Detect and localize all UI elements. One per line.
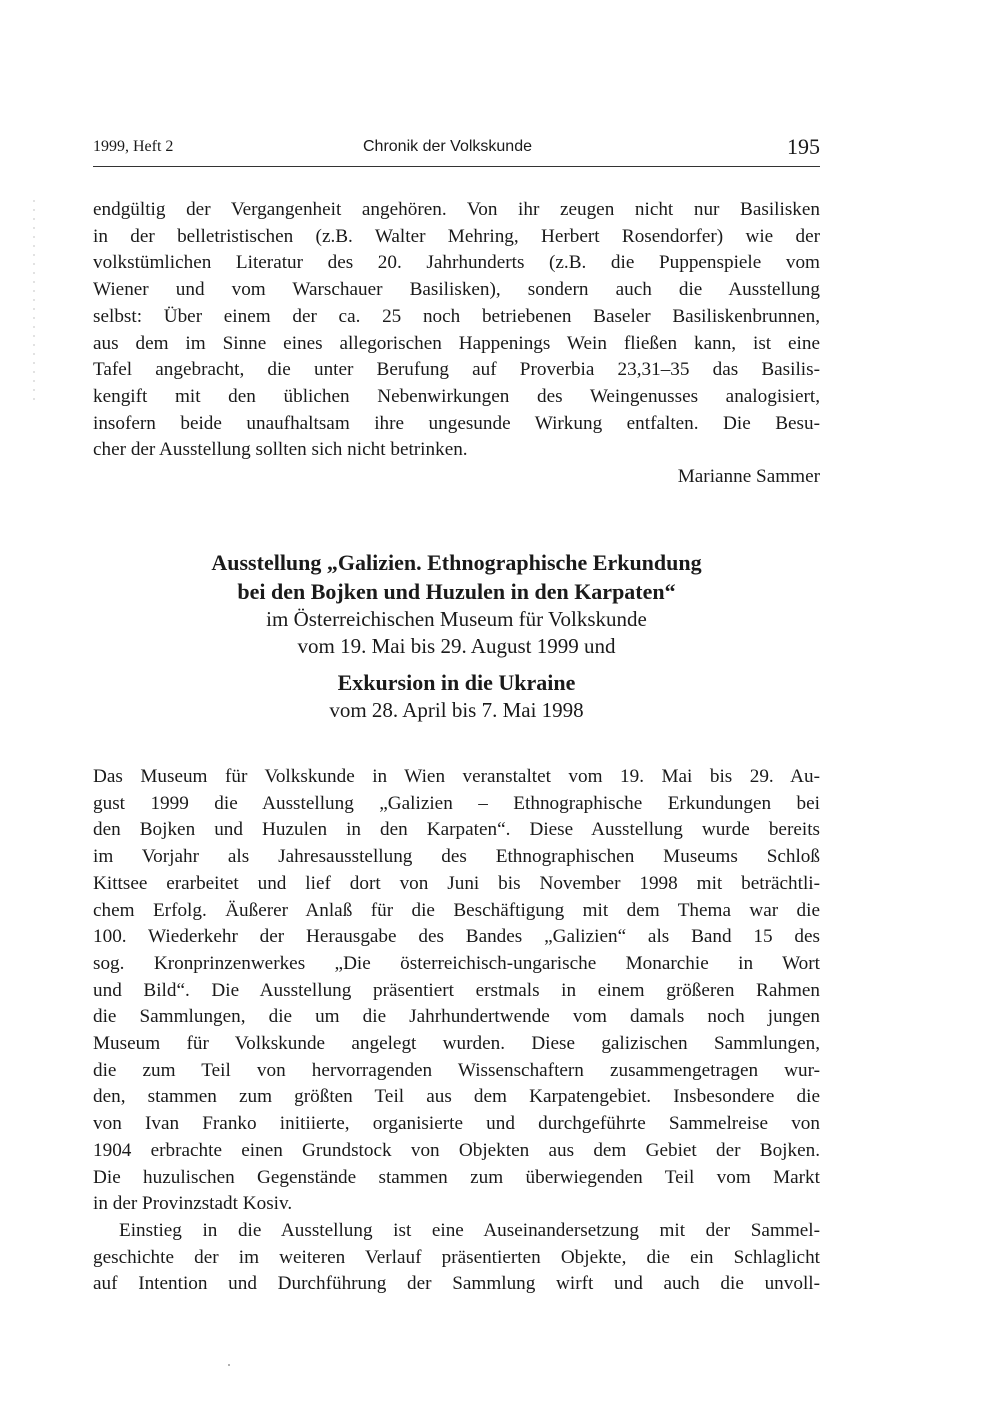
text-line: aus dem im Sinne eines allegorischen Happenings Wein fließen kann, ist eine xyxy=(93,332,820,354)
text-line: und Bild“. Die Ausstellung präsentiert erstmals in einem größeren Rahmen xyxy=(93,979,820,1001)
text-line: in der Provinzstadt Kosiv. xyxy=(93,1193,293,1215)
text-line: Kittsee erarbeitet und lief dort von Juni bis November 1998 mit beträchtli- xyxy=(93,872,820,894)
text-line: Einstieg in die Ausstellung ist eine Auseinandersetzung mit der Sammel- xyxy=(119,1219,820,1241)
text-line: Die huzulischen Gegenstände stammen zum überwiegenden Teil vom Markt xyxy=(93,1166,820,1188)
text-line: chem Erfolg. Äußerer Anlaß für die Beschäftigung mit dem Thema war die xyxy=(93,899,820,921)
text-line: von Ivan Franko initiierte, organisierte und durchgeführte Sammelreise von xyxy=(93,1113,820,1135)
text-line: Tafel angebracht, die unter Berufung auf Proverbia 23,31–35 das Basilis- xyxy=(93,359,820,381)
page-number: 195 xyxy=(787,134,820,159)
text-line: selbst: Über einem der ca. 25 noch betriebenen Baseler Basiliskenbrunnen, xyxy=(93,305,820,327)
author-signature: Marianne Sammer xyxy=(677,466,820,487)
article-subtitle-2: vom 28. April bis 7. Mai 1998 xyxy=(329,698,584,722)
text-line: volkstümlichen Literatur des 20. Jahrhunderts (z.B. die Puppenspiele vom xyxy=(93,252,820,274)
article-title: Ausstellung „Galizien. Ethnographische Erkundung xyxy=(211,550,702,575)
text-line: cher der Ausstellung sollten sich nicht betrinken. xyxy=(93,439,468,461)
text-line: geschichte der im weiteren Verlauf präsentierten Objekte, die ein Schlaglicht xyxy=(93,1246,820,1268)
article-title: bei den Bojken und Huzulen in den Karpaten“ xyxy=(237,579,676,604)
text-line: sog. Kronprinzenwerkes „Die österreichisch-ungarische Monarchie in Wort xyxy=(93,952,820,974)
text-line: Wiener und vom Warschauer Basilisken), sondern auch die Ausstellung xyxy=(93,279,820,301)
article-title-2: Exkursion in die Ukraine xyxy=(337,670,576,695)
text-line: 100. Wiederkehr der Herausgabe des Bandes „Galizien“ als Band 15 des xyxy=(93,926,820,948)
text-line: den Bojken und Huzulen in den Karpaten“. Diese Ausstellung wurde bereits xyxy=(93,819,820,841)
article2-body xyxy=(93,764,820,1298)
article-subtitle: im Österreichischen Museum für Volkskunde xyxy=(266,607,647,631)
text-line: gust 1999 die Ausstellung „Galizien – Ethnographische Erkundungen bei xyxy=(93,792,820,814)
text-line: die zum Teil von hervorragenden Wissenschaftern zusammengetragen wur- xyxy=(93,1059,820,1081)
text-line: insofern beide unaufhaltsam ihre ungesunde Wirkung entfalten. Die Besu- xyxy=(93,412,820,434)
scan-artifact xyxy=(33,200,35,400)
text-line: Das Museum für Volkskunde in Wien veranstaltet vom 19. Mai bis 29. Au- xyxy=(93,766,820,787)
article1-paragraph xyxy=(93,197,820,464)
article-subtitle: vom 19. Mai bis 29. August 1999 und xyxy=(297,634,616,658)
journal-title: Chronik der Volkskunde xyxy=(363,138,532,155)
text-line: den, stammen zum größten Teil aus dem Karpatengebiet. Insbesondere die xyxy=(93,1086,820,1108)
text-line: in der belletristischen (z.B. Walter Mehring, Herbert Rosendorfer) wie der xyxy=(93,225,820,247)
article2-heading xyxy=(93,548,820,724)
text-line: endgültig der Vergangenheit angehören. Von ihr zeugen nicht nur Basilisken xyxy=(93,199,820,220)
text-line: Museum für Volkskunde angelegt wurden. Diese galizischen Sammlungen, xyxy=(93,1033,820,1055)
text-line: auf Intention und Durchführung der Sammlung wirft und auch die unvoll- xyxy=(93,1273,820,1295)
scan-speck xyxy=(228,1364,230,1366)
text-line: im Vorjahr als Jahresausstellung des Ethnographischen Museums Schloß xyxy=(93,846,820,868)
text-line: kengift mit den üblichen Nebenwirkungen des Weingenusses analogisiert, xyxy=(93,385,820,407)
issue-label: 1999, Heft 2 xyxy=(93,138,174,155)
running-header xyxy=(93,136,820,167)
text-line: die Sammlungen, die um die Jahrhundertwende vom damals noch jungen xyxy=(93,1006,820,1028)
text-line: 1904 erbrachte einen Grundstock von Objekten aus dem Gebiet der Bojken. xyxy=(93,1139,820,1161)
